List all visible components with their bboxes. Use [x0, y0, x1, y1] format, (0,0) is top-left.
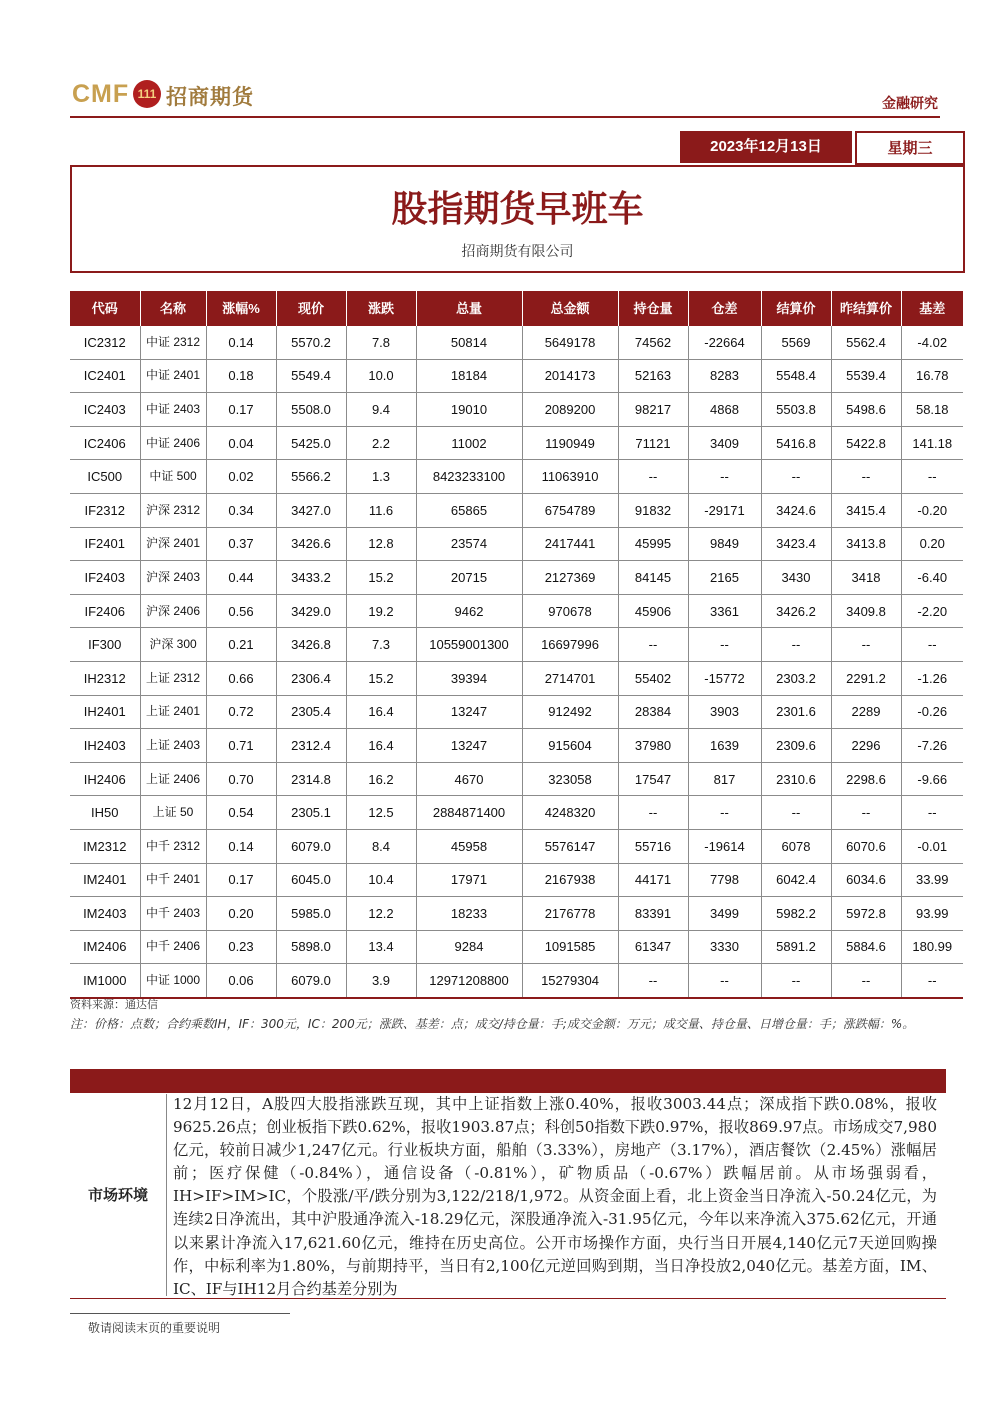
table-cell: 上证 2312: [140, 661, 206, 695]
table-cell: --: [618, 628, 688, 662]
data-source: 资料来源：通达信: [70, 998, 158, 1011]
table-cell: --: [618, 796, 688, 830]
table-cell: 10.0: [346, 359, 416, 393]
table-cell: 5562.4: [831, 326, 901, 359]
table-cell: 16.4: [346, 695, 416, 729]
table-cell: -0.01: [901, 829, 963, 863]
table-cell: 20715: [416, 561, 522, 595]
table-note: 注：价格：点数；合约乘数IH，IF：300元，IC：200元；涨跌、基差：点；成交/持仓量：手;成交金额：万元；成交量、持仓量、日增仓量：手；涨跌幅：%。: [70, 1017, 915, 1031]
table-row: [70, 628, 963, 662]
table-cell: -9.66: [901, 762, 963, 796]
column-header: 仓差: [688, 291, 761, 326]
table-cell: 2089200: [522, 393, 618, 427]
table-cell: 沪深 2401: [140, 527, 206, 561]
table-cell: 0.71: [206, 729, 276, 763]
table-cell: 0.21: [206, 628, 276, 662]
table-row: [70, 426, 963, 460]
table-cell: 2301.6: [761, 695, 831, 729]
header-divider: [70, 116, 940, 118]
table-cell: 3418: [831, 561, 901, 595]
table-cell: 44171: [618, 863, 688, 897]
table-cell: 中千 2403: [140, 897, 206, 931]
table-cell: IH2401: [70, 695, 140, 729]
table-cell: 4670: [416, 762, 522, 796]
table-cell: 19.2: [346, 594, 416, 628]
table-cell: 0.23: [206, 930, 276, 964]
table-cell: 2291.2: [831, 661, 901, 695]
table-cell: 45906: [618, 594, 688, 628]
table-cell: 3423.4: [761, 527, 831, 561]
table-cell: 10.4: [346, 863, 416, 897]
table-cell: IC2312: [70, 326, 140, 359]
table-cell: 3433.2: [276, 561, 346, 595]
table-cell: 18184: [416, 359, 522, 393]
table-cell: 2014173: [522, 359, 618, 393]
table-cell: 4248320: [522, 796, 618, 830]
table-cell: 上证 2406: [140, 762, 206, 796]
table-cell: 2417441: [522, 527, 618, 561]
table-cell: 沪深 2312: [140, 493, 206, 527]
table-cell: 11063910: [522, 460, 618, 494]
table-cell: 3427.0: [276, 493, 346, 527]
table-cell: 0.44: [206, 561, 276, 595]
table-cell: --: [761, 796, 831, 830]
table-cell: 6042.4: [761, 863, 831, 897]
table-cell: 323058: [522, 762, 618, 796]
table-cell: 84145: [618, 561, 688, 595]
logo-company-name: 招商期货: [166, 85, 254, 109]
table-cell: 37980: [618, 729, 688, 763]
table-cell: --: [901, 628, 963, 662]
table-row: [70, 493, 963, 527]
table-cell: --: [688, 796, 761, 830]
table-cell: -6.40: [901, 561, 963, 595]
table-cell: IF2406: [70, 594, 140, 628]
column-header: 涨跌: [346, 291, 416, 326]
table-cell: -0.20: [901, 493, 963, 527]
table-cell: 912492: [522, 695, 618, 729]
table-cell: 33.99: [901, 863, 963, 897]
table-row: [70, 796, 963, 830]
table-cell: 12.2: [346, 897, 416, 931]
table-cell: 中证 2406: [140, 426, 206, 460]
table-cell: 2310.6: [761, 762, 831, 796]
table-cell: 0.17: [206, 863, 276, 897]
table-cell: 沪深 2406: [140, 594, 206, 628]
table-cell: 2309.6: [761, 729, 831, 763]
table-cell: 3361: [688, 594, 761, 628]
table-cell: 65865: [416, 493, 522, 527]
table-cell: 0.56: [206, 594, 276, 628]
table-cell: 中证 500: [140, 460, 206, 494]
table-cell: 2314.8: [276, 762, 346, 796]
table-cell: 2296: [831, 729, 901, 763]
table-cell: 1.3: [346, 460, 416, 494]
table-cell: 0.54: [206, 796, 276, 830]
table-cell: 13247: [416, 729, 522, 763]
table-cell: 3499: [688, 897, 761, 931]
table-cell: 8423233100: [416, 460, 522, 494]
table-cell: 3.9: [346, 964, 416, 998]
table-cell: 2176778: [522, 897, 618, 931]
table-cell: 中证 2401: [140, 359, 206, 393]
table-cell: 2305.1: [276, 796, 346, 830]
table-cell: 0.20: [206, 897, 276, 931]
table-row: [70, 897, 963, 931]
column-header: 总量: [416, 291, 522, 326]
table-cell: IF2401: [70, 527, 140, 561]
table-cell: 9.4: [346, 393, 416, 427]
table-cell: 6034.6: [831, 863, 901, 897]
table-cell: --: [688, 964, 761, 998]
table-cell: 12971208800: [416, 964, 522, 998]
column-header: 涨幅%: [206, 291, 276, 326]
table-cell: 0.66: [206, 661, 276, 695]
table-cell: 12.8: [346, 527, 416, 561]
table-cell: 45958: [416, 829, 522, 863]
table-row: [70, 661, 963, 695]
table-cell: 915604: [522, 729, 618, 763]
table-cell: --: [761, 460, 831, 494]
table-cell: 5982.2: [761, 897, 831, 931]
table-cell: IC500: [70, 460, 140, 494]
table-cell: 2305.4: [276, 695, 346, 729]
table-cell: 5985.0: [276, 897, 346, 931]
table-cell: 3426.6: [276, 527, 346, 561]
table-cell: 71121: [618, 426, 688, 460]
table-cell: 39394: [416, 661, 522, 695]
table-cell: 6079.0: [276, 964, 346, 998]
table-cell: 17547: [618, 762, 688, 796]
table-cell: 15.2: [346, 661, 416, 695]
table-row: [70, 964, 963, 998]
table-cell: 3426.2: [761, 594, 831, 628]
logo-cmf-text: CMF: [72, 80, 130, 108]
table-cell: 3409: [688, 426, 761, 460]
table-cell: 上证 50: [140, 796, 206, 830]
table-cell: -7.26: [901, 729, 963, 763]
table-cell: 0.17: [206, 393, 276, 427]
table-cell: 中证 1000: [140, 964, 206, 998]
table-cell: 5566.2: [276, 460, 346, 494]
table-cell: -1.26: [901, 661, 963, 695]
table-header-row: [70, 291, 963, 326]
table-cell: 55716: [618, 829, 688, 863]
table-row: [70, 829, 963, 863]
table-cell: 5549.4: [276, 359, 346, 393]
table-row: [70, 561, 963, 595]
table-cell: --: [761, 964, 831, 998]
table-cell: 2312.4: [276, 729, 346, 763]
table-cell: 10559001300: [416, 628, 522, 662]
report-date: 2023年12月13日: [680, 131, 852, 163]
table-row: [70, 393, 963, 427]
table-cell: 沪深 2403: [140, 561, 206, 595]
table-cell: 9849: [688, 527, 761, 561]
table-cell: 5503.8: [761, 393, 831, 427]
table-cell: 50814: [416, 326, 522, 359]
table-cell: 7.8: [346, 326, 416, 359]
title-box: [70, 165, 965, 273]
table-cell: IM2312: [70, 829, 140, 863]
table-cell: 5425.0: [276, 426, 346, 460]
table-cell: 52163: [618, 359, 688, 393]
table-cell: 0.14: [206, 326, 276, 359]
table-cell: --: [831, 460, 901, 494]
table-row: [70, 359, 963, 393]
table-cell: 8283: [688, 359, 761, 393]
table-cell: IF2312: [70, 493, 140, 527]
table-cell: 5539.4: [831, 359, 901, 393]
table-cell: 2884871400: [416, 796, 522, 830]
table-cell: 3413.8: [831, 527, 901, 561]
table-cell: 61347: [618, 930, 688, 964]
table-cell: IH2406: [70, 762, 140, 796]
table-cell: 5548.4: [761, 359, 831, 393]
table-cell: 23574: [416, 527, 522, 561]
table-cell: 5898.0: [276, 930, 346, 964]
table-cell: 2298.6: [831, 762, 901, 796]
table-cell: IM2406: [70, 930, 140, 964]
table-cell: 2303.2: [761, 661, 831, 695]
table-cell: --: [831, 964, 901, 998]
table-cell: 3424.6: [761, 493, 831, 527]
table-cell: 1091585: [522, 930, 618, 964]
table-cell: 3330: [688, 930, 761, 964]
table-cell: 8.4: [346, 829, 416, 863]
table-cell: 上证 2403: [140, 729, 206, 763]
table-cell: 2127369: [522, 561, 618, 595]
column-header: 持仓量: [618, 291, 688, 326]
table-cell: 2289: [831, 695, 901, 729]
table-row: [70, 326, 963, 359]
table-cell: 中证 2403: [140, 393, 206, 427]
table-cell: 6070.6: [831, 829, 901, 863]
table-cell: 5570.2: [276, 326, 346, 359]
table-row: [70, 930, 963, 964]
futures-table: [70, 291, 963, 999]
table-cell: 2167938: [522, 863, 618, 897]
table-cell: 93.99: [901, 897, 963, 931]
table-cell: 55402: [618, 661, 688, 695]
table-cell: --: [901, 460, 963, 494]
table-cell: 3429.0: [276, 594, 346, 628]
table-cell: 2306.4: [276, 661, 346, 695]
table-cell: -19614: [688, 829, 761, 863]
table-cell: 5569: [761, 326, 831, 359]
table-cell: -22664: [688, 326, 761, 359]
table-row: [70, 863, 963, 897]
table-cell: 13247: [416, 695, 522, 729]
table-cell: 中千 2312: [140, 829, 206, 863]
table-cell: 45995: [618, 527, 688, 561]
table-cell: 5649178: [522, 326, 618, 359]
table-cell: 74562: [618, 326, 688, 359]
table-cell: 0.18: [206, 359, 276, 393]
table-cell: 5416.8: [761, 426, 831, 460]
table-cell: IM2403: [70, 897, 140, 931]
table-cell: 28384: [618, 695, 688, 729]
table-cell: 15.2: [346, 561, 416, 595]
table-row: [70, 762, 963, 796]
table-cell: 上证 2401: [140, 695, 206, 729]
table-cell: 2.2: [346, 426, 416, 460]
table-cell: 6754789: [522, 493, 618, 527]
table-cell: 5891.2: [761, 930, 831, 964]
footer-divider: [70, 1313, 290, 1314]
table-cell: 16.4: [346, 729, 416, 763]
table-cell: 12.5: [346, 796, 416, 830]
table-cell: --: [688, 460, 761, 494]
table-cell: 5422.8: [831, 426, 901, 460]
table-cell: 11002: [416, 426, 522, 460]
table-cell: 6078: [761, 829, 831, 863]
section-tag: 金融研究: [882, 96, 938, 112]
table-cell: IH50: [70, 796, 140, 830]
table-cell: 中证 2312: [140, 326, 206, 359]
table-cell: IF300: [70, 628, 140, 662]
table-cell: 6045.0: [276, 863, 346, 897]
table-cell: IC2403: [70, 393, 140, 427]
column-header: 名称: [140, 291, 206, 326]
table-cell: --: [901, 964, 963, 998]
table-row: [70, 695, 963, 729]
table-cell: --: [618, 964, 688, 998]
table-cell: 17971: [416, 863, 522, 897]
table-cell: 11.6: [346, 493, 416, 527]
table-cell: 6079.0: [276, 829, 346, 863]
table-cell: 0.04: [206, 426, 276, 460]
footer-disclaimer: 敬请阅读末页的重要说明: [88, 1321, 221, 1335]
company-name: 招商期货有限公司: [461, 244, 574, 260]
column-header: 基差: [901, 291, 963, 326]
column-header: 现价: [276, 291, 346, 326]
table-cell: IM2401: [70, 863, 140, 897]
table-cell: --: [831, 628, 901, 662]
table-cell: 沪深 300: [140, 628, 206, 662]
table-cell: 5508.0: [276, 393, 346, 427]
table-cell: 3426.8: [276, 628, 346, 662]
table-cell: 16.78: [901, 359, 963, 393]
table-cell: 1639: [688, 729, 761, 763]
section-bottom-line: [70, 1298, 946, 1299]
report-weekday: 星期三: [855, 131, 965, 165]
table-cell: -4.02: [901, 326, 963, 359]
table-cell: 5498.6: [831, 393, 901, 427]
table-cell: -0.26: [901, 695, 963, 729]
column-header: 结算价: [761, 291, 831, 326]
table-cell: 0.14: [206, 829, 276, 863]
table-cell: 3409.8: [831, 594, 901, 628]
column-header: 总金额: [522, 291, 618, 326]
table-cell: 13.4: [346, 930, 416, 964]
table-cell: 141.18: [901, 426, 963, 460]
table-cell: 3415.4: [831, 493, 901, 527]
table-cell: --: [831, 796, 901, 830]
table-cell: 9284: [416, 930, 522, 964]
logo-badge-icon: 111: [133, 80, 161, 108]
table-cell: 2714701: [522, 661, 618, 695]
table-cell: 83391: [618, 897, 688, 931]
table-cell: 5972.8: [831, 897, 901, 931]
table-cell: 2165: [688, 561, 761, 595]
table-cell: 3903: [688, 695, 761, 729]
section-header-bar: [70, 1069, 946, 1093]
table-cell: IH2312: [70, 661, 140, 695]
table-cell: 18233: [416, 897, 522, 931]
table-cell: 0.02: [206, 460, 276, 494]
table-cell: -15772: [688, 661, 761, 695]
table-cell: 4868: [688, 393, 761, 427]
table-cell: --: [688, 628, 761, 662]
table-cell: 0.37: [206, 527, 276, 561]
table-cell: 9462: [416, 594, 522, 628]
market-label: 市场环境: [87, 1186, 148, 1204]
table-cell: 7.3: [346, 628, 416, 662]
table-cell: 3430: [761, 561, 831, 595]
table-cell: 16697996: [522, 628, 618, 662]
table-cell: 5576147: [522, 829, 618, 863]
table-cell: 970678: [522, 594, 618, 628]
table-cell: 15279304: [522, 964, 618, 998]
table-cell: -29171: [688, 493, 761, 527]
table-cell: --: [901, 796, 963, 830]
table-cell: 180.99: [901, 930, 963, 964]
table-row: [70, 729, 963, 763]
table-cell: 0.72: [206, 695, 276, 729]
table-cell: IF2403: [70, 561, 140, 595]
table-cell: 16.2: [346, 762, 416, 796]
table-cell: IC2401: [70, 359, 140, 393]
column-header: 代码: [70, 291, 140, 326]
table-cell: 0.70: [206, 762, 276, 796]
table-cell: 91832: [618, 493, 688, 527]
table-row: [70, 527, 963, 561]
table-cell: 0.34: [206, 493, 276, 527]
table-cell: 5884.6: [831, 930, 901, 964]
page-title: 股指期货早班车: [391, 188, 644, 230]
table-cell: 817: [688, 762, 761, 796]
table-cell: --: [761, 628, 831, 662]
table-cell: 1190949: [522, 426, 618, 460]
table-cell: --: [618, 460, 688, 494]
table-cell: 19010: [416, 393, 522, 427]
column-header: 昨结算价: [831, 291, 901, 326]
table-row: [70, 460, 963, 494]
table-cell: 0.20: [901, 527, 963, 561]
table-cell: IM1000: [70, 964, 140, 998]
table-cell: 98217: [618, 393, 688, 427]
table-cell: 中千 2406: [140, 930, 206, 964]
table-cell: IC2406: [70, 426, 140, 460]
table-row: [70, 594, 963, 628]
table-cell: 58.18: [901, 393, 963, 427]
table-cell: 中千 2401: [140, 863, 206, 897]
table-cell: IH2403: [70, 729, 140, 763]
table-cell: 7798: [688, 863, 761, 897]
table-cell: 0.06: [206, 964, 276, 998]
section-divider: [166, 1094, 167, 1296]
market-commentary: 12月12日，A股四大股指涨跌互现，其中上证指数上涨0.40%，报收3003.44点；深成指下跌0.08%，报收9625.26点；创业板指下跌0.62%，报收1903.87点；科创50指数下跌0.97%，报收869.97点。市场成交7,980亿元，较前日减少1,247亿元。行业板块方面，船舶（3.33%），房地产（3.17%），酒店餐饮（2.45%）涨幅居前；医疗保健（-0.84%），通信设备（-0.81%），矿物质品（-0.67%）跌幅居前。从市场强弱看，IH>IF>IM>IC，个股涨/平/跌分别为3,122/218/1,972。从资金面上看，北上资金当日净流入-50.24亿元，为连续2日净流出，其中沪股通净流入-18.29亿元，深股通净流入-31.95亿元，今年以来净流入375.62亿元，开通以来累计净流入17,621.60亿元，维持在历史高位。公开市场操作方面，央行当日开展4,140亿元7天逆回购操作，中标利率为1.80%，与前期持平，当日有2,100亿元逆回购到期，当日净投放2,040亿元。基差方面，IM、IC、IF与IH12月合约基差分别为: [173, 1095, 937, 1298]
table-cell: -2.20: [901, 594, 963, 628]
